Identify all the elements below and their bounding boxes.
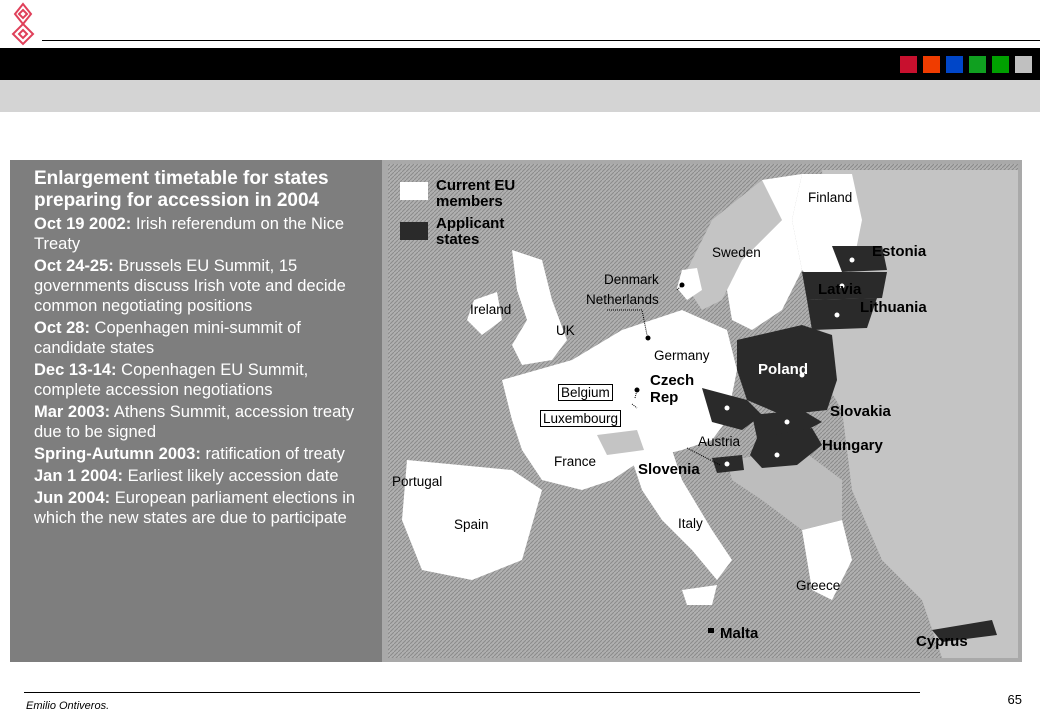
label-austria: Austria [698, 434, 741, 449]
timetable-item [34, 444, 374, 464]
enlargement-figure [10, 160, 1022, 662]
timetable-text: Irish referendum on the Nice Treaty [34, 215, 345, 253]
timetable-title: Enlargement timetable for states preparing for accession in 2004 [34, 168, 329, 211]
color-squares [900, 56, 1032, 73]
label-czech-rep: Czech Rep [650, 372, 695, 406]
timetable-date: Mar 2003: [34, 403, 111, 421]
timetable-date: Oct 24-25: [34, 257, 114, 275]
legend-applicant-swatch [400, 222, 428, 240]
label-uk: UK [556, 323, 575, 338]
label-belgium: Belgium [558, 384, 613, 401]
label-sweden: Sweden [712, 245, 761, 260]
europe-map [382, 160, 1022, 662]
timetable-date: Oct 19 2002: [34, 215, 132, 233]
legend-current-label: Current EU members [436, 177, 516, 210]
label-germany: Germany [654, 348, 710, 363]
timetable-item [34, 466, 374, 486]
label-france: France [554, 454, 597, 469]
timetable-text: Brussels EU Summit, 15 governments discuss Irish vote and decide common negotiating positions [34, 257, 346, 315]
timetable-date: Jan 1 2004: [34, 467, 123, 485]
timetable-date: Spring-Autumn 2003: [34, 445, 201, 463]
color-square [1015, 56, 1032, 73]
timetable-text: ratification of treaty [205, 445, 345, 463]
timetable-item [34, 256, 374, 316]
subheader-bar [0, 80, 1040, 112]
label-italy: Italy [678, 516, 703, 531]
label-cyprus: Cyprus [916, 633, 968, 650]
timetable-item [34, 402, 374, 442]
label-hungary: Hungary [822, 437, 883, 454]
label-portugal: Portugal [392, 474, 443, 489]
malta-shape [708, 628, 714, 633]
label-ireland: Ireland [470, 302, 512, 317]
legend-current-swatch [400, 182, 428, 200]
legend-applicant-label: Applicant states [436, 215, 505, 248]
color-square [969, 56, 986, 73]
label-finland: Finland [808, 190, 853, 205]
label-estonia: Estonia [872, 243, 927, 260]
label-slovakia: Slovakia [830, 403, 891, 420]
footer-author: Emilio Ontiveros. [26, 700, 110, 712]
label-slovenia: Slovenia [638, 461, 700, 478]
header-rule [42, 40, 1040, 41]
timetable-text: Copenhagen mini-summit of candidate states [34, 319, 301, 357]
timetable-panel [10, 160, 382, 662]
color-square [992, 56, 1009, 73]
color-square [923, 56, 940, 73]
header-bar [0, 48, 1040, 80]
color-square [946, 56, 963, 73]
timetable-text: European parliament elections in which the new states are due to participate [34, 489, 356, 527]
footer-rule [24, 692, 920, 693]
label-lithuania: Lithuania [860, 299, 927, 316]
label-greece: Greece [796, 578, 841, 593]
logo-icon [6, 2, 40, 46]
timetable-item [34, 360, 374, 400]
timetable-date: Jun 2004: [34, 489, 111, 507]
label-latvia: Latvia [818, 281, 862, 298]
timetable-text: Copenhagen EU Summit, complete accession negotiations [34, 361, 309, 399]
timetable-date: Dec 13-14: [34, 361, 117, 379]
label-luxembourg: Luxembourg [540, 410, 621, 427]
timetable-item [34, 214, 374, 254]
page-number: 65 [1007, 692, 1022, 707]
label-malta: Malta [720, 625, 759, 642]
timetable-list [34, 214, 382, 528]
timetable-date: Oct 28: [34, 319, 90, 337]
timetable-item [34, 488, 374, 528]
label-netherlands: Netherlands [586, 292, 659, 307]
label-poland: Poland [758, 361, 809, 378]
color-square [900, 56, 917, 73]
label-spain: Spain [454, 517, 489, 532]
timetable-text: Athens Summit, accession treaty due to be signed [34, 403, 355, 441]
timetable-item [34, 318, 374, 358]
timetable-text: Earliest likely accession date [127, 467, 339, 485]
label-denmark: Denmark [604, 272, 659, 287]
